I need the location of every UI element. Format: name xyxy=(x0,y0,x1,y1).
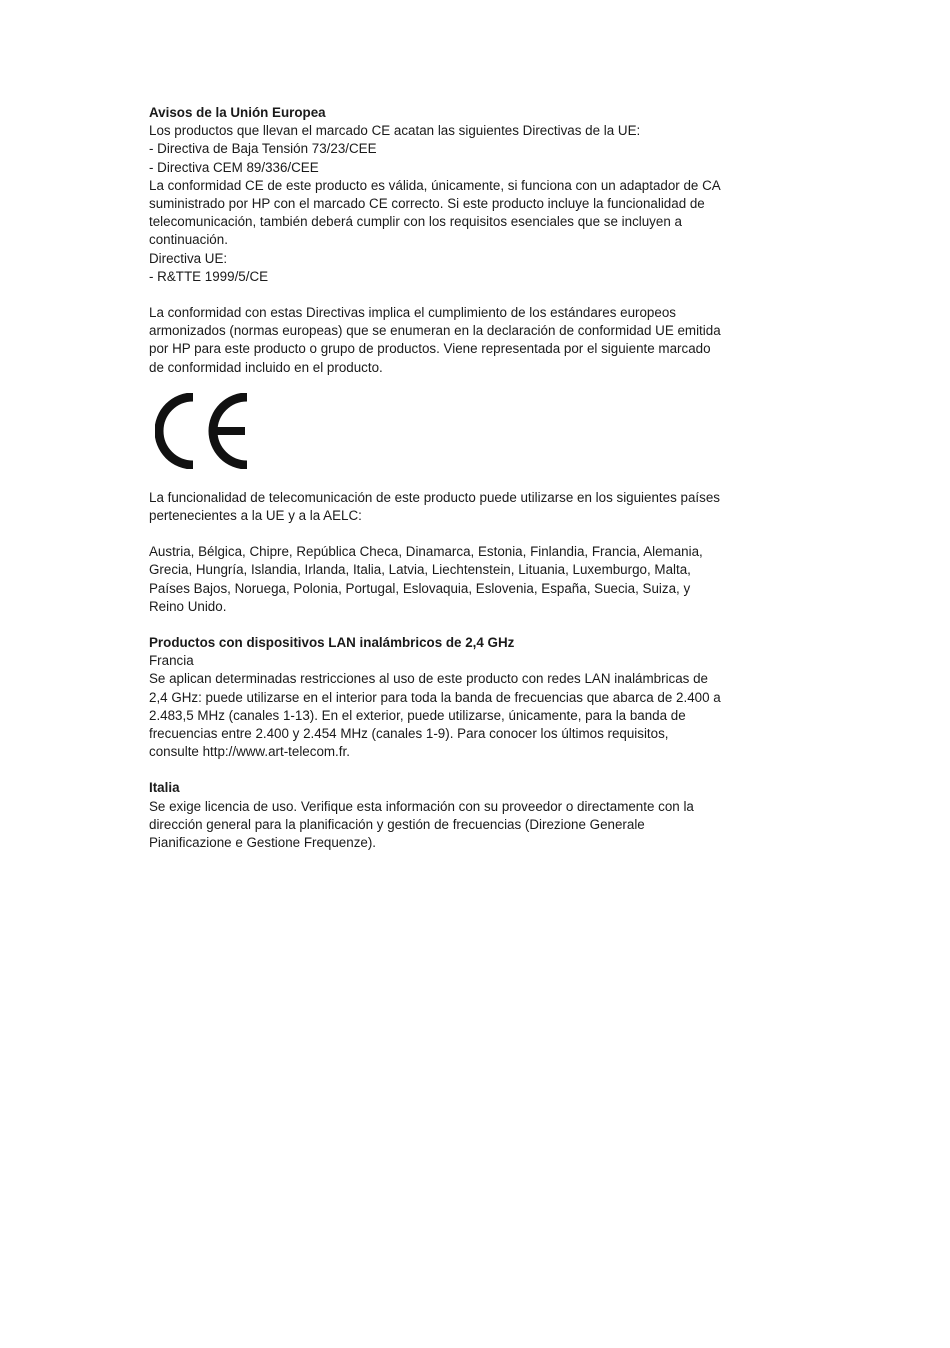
spacer xyxy=(149,286,799,304)
france-line: 2,4 GHz: puede utilizarse en el interior para toda la banda de frecuencias que abarca de 2.400 a xyxy=(149,689,721,705)
conformity-line: telecomunicación, también deberá cumplir con los requisitos esenciales que se incluyen a xyxy=(149,214,682,230)
countries-line: Austria, Bélgica, Chipre, República Checa, Dinamarca, Estonia, Finlandia, Francia, Alemania, xyxy=(149,544,703,560)
italy-line: Pianificazione e Gestione Frequenze). xyxy=(149,835,377,851)
harmonized-line: La conformidad con estas Directivas implica el cumplimiento de los estándares europeos xyxy=(149,305,676,321)
italy-line: Se exige licencia de uso. Verifique esta información con su proveedor o directamente con la xyxy=(149,798,694,814)
wlan-section-title: Productos con dispositivos LAN inalámbricos de 2,4 GHz xyxy=(149,635,515,651)
harmonized-line: por HP para este producto o grupo de productos. Viene representada por el siguiente marcado xyxy=(149,341,711,357)
document-page xyxy=(149,104,799,852)
france-line: frecuencias entre 2.400 y 2.454 MHz (canales 1-9). Para conocer los últimos requisitos, xyxy=(149,726,669,742)
telecom-line: La funcionalidad de telecomunicación de este producto puede utilizarse en los siguientes países xyxy=(149,489,720,505)
france-heading: Francia xyxy=(149,653,194,669)
italy-line: dirección general para la planificación y gestión de frecuencias (Direzione Generale xyxy=(149,816,645,832)
directive-emc: - Directiva CEM 89/336/CEE xyxy=(149,159,319,175)
conformity-line: continuación. xyxy=(149,232,228,248)
countries-line: Países Bajos, Noruega, Polonia, Portugal, Eslovaquia, Eslovenia, España, Suecia, Suiza, y xyxy=(149,580,691,596)
conformity-line: suministrado por HP con el marcado CE correcto. Si este producto incluye la funcionalidad de xyxy=(149,196,705,212)
spacer xyxy=(149,616,799,634)
eu-intro: Los productos que llevan el marcado CE acatan las siguientes Directivas de la UE: xyxy=(149,123,641,139)
rtte-directive: - R&TTE 1999/5/CE xyxy=(149,268,269,284)
directive-low-voltage: - Directiva de Baja Tensión 73/23/CEE xyxy=(149,141,377,157)
harmonized-line: de conformidad incluido en el producto. xyxy=(149,359,383,375)
conformity-line: La conformidad CE de este producto es válida, únicamente, si funciona con un adaptador de CA xyxy=(149,177,721,193)
spacer xyxy=(149,525,799,543)
italy-heading: Italia xyxy=(149,780,180,796)
eu-directive-label: Directiva UE: xyxy=(149,250,228,266)
spacer xyxy=(149,761,799,779)
harmonized-line: armonizados (normas europeas) que se enumeran en la declaración de conformidad UE emitida xyxy=(149,323,721,339)
countries-line: Grecia, Hungría, Islandia, Irlanda, Italia, Latvia, Liechtenstein, Lituania, Luxemburgo, Malta, xyxy=(149,562,691,578)
eu-notices-title: Avisos de la Unión Europea xyxy=(149,105,326,120)
countries-line: Reino Unido. xyxy=(149,598,227,614)
france-line: 2.483,5 MHz (canales 1-13). En el exterior, puede utilizarse, únicamente, para la banda de xyxy=(149,707,686,723)
france-line: consulte http://www.art-telecom.fr. xyxy=(149,744,350,760)
ce-mark-logo xyxy=(155,393,251,469)
telecom-line: pertenecientes a la UE y a la AELC: xyxy=(149,508,362,524)
france-line: Se aplican determinadas restricciones al uso de este producto con redes LAN inalámbricas de xyxy=(149,671,708,687)
